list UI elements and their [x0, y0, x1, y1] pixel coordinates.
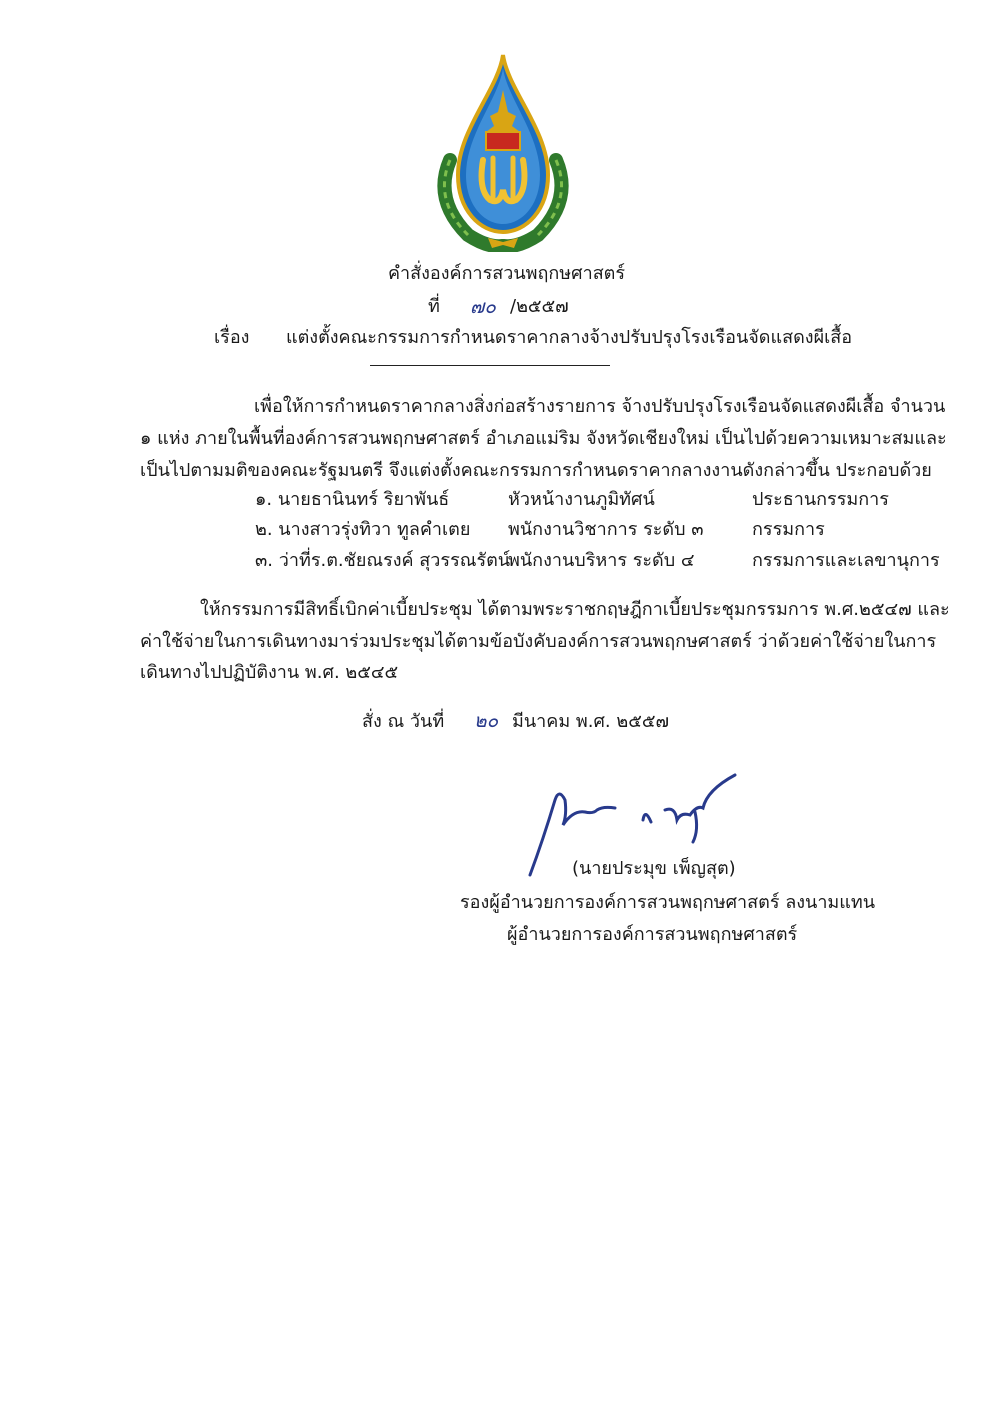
order-number-prefix: ที่ — [428, 296, 440, 317]
committee-name-3: ๓. ว่าที่ร.ต.ชัยณรงค์ สุวรรณรัตน์ — [255, 550, 511, 571]
signer-title-2: ผู้อำนวยการองค์การสวนพฤกษศาสตร์ — [507, 924, 798, 945]
para2-line2: ค่าใช้จ่ายในการเดินทางมาร่วมประชุมได้ตามข้อบังคับองค์การสวนพฤกษศาสตร์ ว่าด้วยค่าใช้จ่ายในการ — [140, 631, 937, 652]
committee-role-2: กรรมการ — [752, 519, 825, 540]
committee-position-2: พนักงานวิชาการ ระดับ ๓ — [508, 519, 704, 540]
committee-name-1: ๑. นายธานินทร์ ริยาพันธ์ — [255, 489, 450, 510]
para2-line1: ให้กรรมการมีสิทธิ์เบิกค่าเบี้ยประชุม ได้ตามพระราชกฤษฎีกาเบี้ยประชุมกรรมการ พ.ศ.๒๕๔๗ และ — [200, 599, 950, 620]
subject-label: เรื่อง — [214, 327, 250, 348]
committee-name-2: ๒. นางสาวรุ่งทิวา ทูลคำเตย — [255, 519, 471, 540]
date-day-handwritten: ๒๐ — [474, 710, 499, 732]
subject-text: แต่งตั้งคณะกรรมการกำหนดราคากลางจ้างปรับปรุงโรงเรือนจัดแสดงผีเสื้อ — [286, 327, 853, 348]
committee-position-3: พนักงานบริหาร ระดับ ๔ — [508, 550, 695, 571]
para1-line1: เพื่อให้การกำหนดราคากลางสิ่งก่อสร้างรายการ จ้างปรับปรุงโรงเรือนจัดแสดงผีเสื้อ จำนวน — [254, 396, 946, 417]
para1-line3: เป็นไปตามมติของคณะรัฐมนตรี จึงแต่งตั้งคณะกรรมการกำหนดราคากลางงานดังกล่าวขึ้น ประกอบด้วย — [140, 460, 932, 481]
signer-title-1: รองผู้อำนวยการองค์การสวนพฤกษศาสตร์ ลงนามแทน — [460, 892, 876, 913]
para2-line3: เดินทางไปปฏิบัติงาน พ.ศ. ๒๕๔๕ — [140, 662, 399, 683]
order-title: คำสั่งองค์การสวนพฤกษศาสตร์ — [388, 263, 626, 284]
date-prefix: สั่ง ณ วันที่ — [362, 711, 445, 732]
signer-name: (นายประมุข เพ็ญสุต) — [572, 858, 736, 879]
order-number-handwritten: ๗๐ — [470, 296, 496, 318]
para1-line2: ๑ แห่ง ภายในพื้นที่องค์การสวนพฤกษศาสตร์ อำเภอแม่ริม จังหวัดเชียงใหม่ เป็นไปด้วยความเหมาะสมและ — [140, 428, 947, 449]
order-number-year: /๒๕๕๗ — [510, 296, 569, 317]
committee-position-1: หัวหน้างานภูมิทัศน์ — [508, 489, 655, 510]
committee-role-3: กรรมการและเลขานุการ — [752, 550, 940, 571]
committee-role-1: ประธานกรรมการ — [752, 489, 889, 510]
organization-emblem — [428, 50, 578, 252]
date-month-year: มีนาคม พ.ศ. ๒๕๕๗ — [512, 711, 670, 732]
title-divider — [370, 365, 610, 366]
